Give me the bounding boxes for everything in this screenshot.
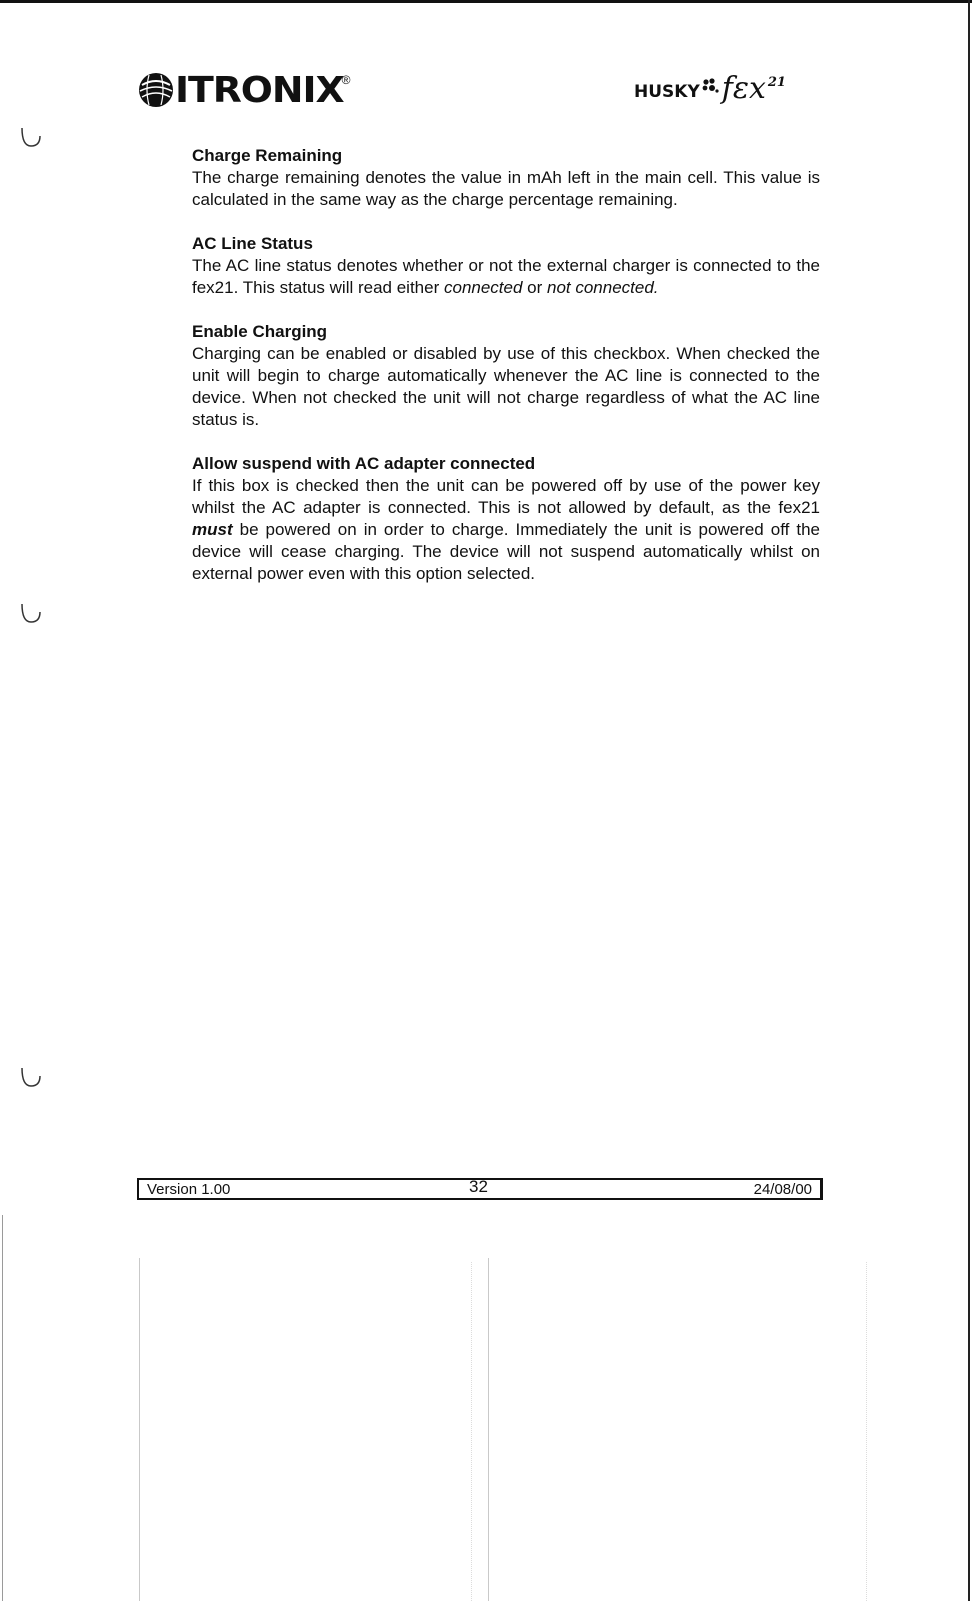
scan-dotted-line bbox=[471, 1262, 472, 1601]
husky-fex21-logo bbox=[634, 68, 786, 108]
husky-wordmark: HUSKY bbox=[634, 82, 700, 102]
itronix-wordmark: ITRONIX bbox=[174, 69, 344, 111]
text-run: If this box is checked then the unit can be powered off by use of the power key whilst the AC adapter is connected. This is not allowed by default, as the fex21 bbox=[192, 476, 820, 517]
scan-guide-line bbox=[139, 1258, 140, 1601]
footer-page-number: 32 bbox=[469, 1177, 488, 1196]
scan-guide-line bbox=[488, 1258, 489, 1601]
fex-number: 21 bbox=[767, 75, 786, 90]
section-text bbox=[192, 255, 820, 299]
text-run: The AC line status denotes whether or not the external charger is connected to the fex21. This status will read either bbox=[192, 256, 820, 297]
section-heading: Enable Charging bbox=[192, 322, 328, 341]
text-run: be powered on in order to charge. Immediately the unit is powered off the device will cease charging. The device will not suspend automatically whilst on external power even with this option selected. bbox=[192, 520, 820, 583]
fex-wordmark: fεx bbox=[721, 71, 766, 106]
itronix-globe-icon bbox=[137, 71, 175, 109]
page-edge bbox=[968, 0, 970, 1601]
section-heading: AC Line Status bbox=[192, 234, 313, 253]
section-enable-charging bbox=[192, 321, 820, 431]
section-heading: Allow suspend with AC adapter connected bbox=[192, 454, 536, 473]
section-charge-remaining bbox=[192, 145, 820, 211]
section-allow-suspend bbox=[192, 453, 820, 585]
scan-dotted-line bbox=[866, 1262, 867, 1601]
registered-mark: ® bbox=[341, 73, 351, 87]
binder-hole-icon bbox=[20, 602, 42, 624]
paw-icon bbox=[702, 78, 720, 94]
binder-hole-icon bbox=[20, 1066, 42, 1088]
emphasis-not-connected: not connected. bbox=[547, 278, 659, 297]
section-ac-line-status bbox=[192, 233, 820, 299]
emphasis-must: must bbox=[192, 520, 233, 539]
scan-edge-line bbox=[2, 1215, 3, 1601]
emphasis-connected: connected bbox=[443, 278, 523, 297]
top-rule bbox=[0, 0, 972, 3]
page-footer bbox=[137, 1178, 823, 1200]
document-body bbox=[192, 145, 820, 607]
footer-version: Version 1.00 bbox=[147, 1181, 231, 1198]
text-run: or bbox=[522, 278, 547, 297]
binder-hole-icon bbox=[20, 126, 42, 148]
section-heading: Charge Remaining bbox=[192, 146, 343, 165]
section-text: Charging can be enabled or disabled by use of this checkbox. When checked the unit will begin to charge automatically whenever the AC line is connected to the device. When not checked the unit will not charge regardless of what the AC line status is. bbox=[192, 344, 820, 429]
section-text bbox=[192, 475, 820, 585]
itronix-logo bbox=[137, 70, 350, 110]
footer-date: 24/08/00 bbox=[753, 1181, 812, 1198]
section-text: The charge remaining denotes the value in mAh left in the main cell. This value is calculated in the same way as the charge percentage remaining. bbox=[192, 168, 820, 209]
